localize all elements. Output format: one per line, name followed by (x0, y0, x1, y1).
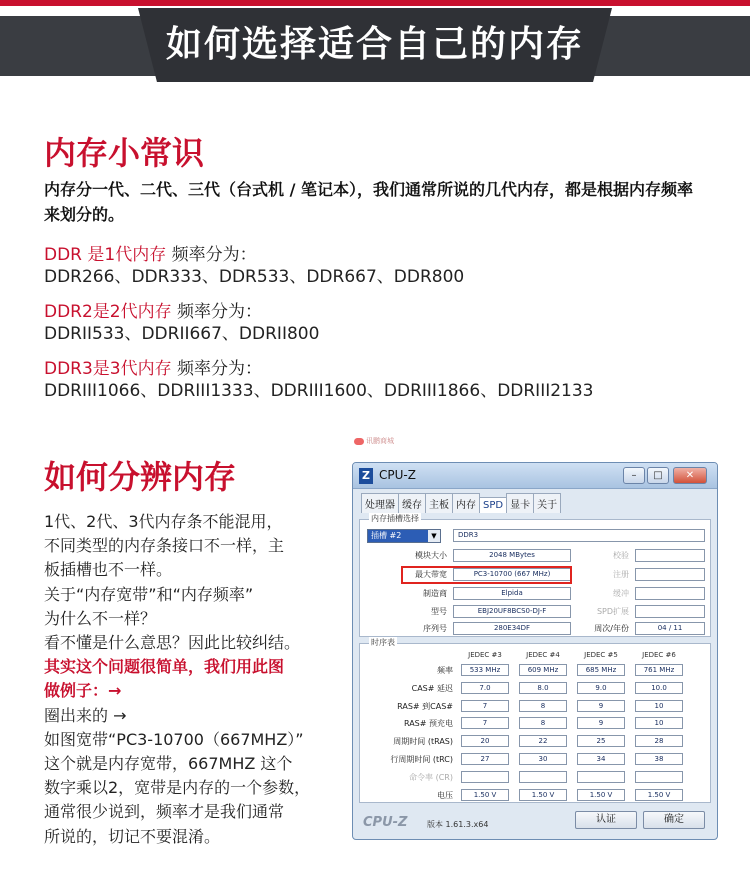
timing-cell: 1.50 V (519, 789, 567, 801)
chevron-down-icon: ▼ (428, 530, 440, 542)
timing-cell: 9.0 (577, 682, 625, 694)
generation-ddr3 (44, 358, 594, 402)
generation-frequencies: DDRII533、DDRII667、DDRII800 (44, 324, 320, 344)
tab-processor[interactable]: 处理器 (361, 493, 399, 513)
timing-cell: 10 (635, 700, 683, 712)
tab-graphics[interactable]: 显卡 (506, 493, 534, 513)
generation-name: DDR2是2代内存 (44, 302, 172, 322)
minimize-button[interactable]: – (623, 467, 645, 484)
bandwidth-highlight-box (401, 566, 572, 584)
timing-cell: 533 MHz (461, 664, 509, 676)
generation-suffix: 频率分为： (171, 359, 263, 379)
timing-row-label: 频率 (437, 666, 453, 675)
timing-cell: 1.50 V (635, 789, 683, 801)
highlight-line: 其实这个问题很简单，我们用此图 (44, 657, 285, 677)
value-part-number: EBJ20UF8BCS0-DJ-F (453, 605, 571, 618)
slot-group-label: 内存插槽选择 (371, 514, 419, 523)
timing-cell: 685 MHz (577, 664, 625, 676)
timing-cell: 8 (519, 717, 567, 729)
value-serial-number: 280E34DF (453, 622, 571, 635)
generation-ddr1 (44, 244, 464, 288)
timing-cell: 25 (577, 735, 625, 747)
page-title: 如何选择适合自己的内存 (165, 24, 584, 65)
label-serial-number: 序列号 (423, 624, 447, 633)
timing-row-label: 周期时间 (tRAS) (393, 737, 453, 746)
timing-col-header: JEDEC #4 (526, 651, 560, 659)
timing-row-label: 命令率 (CR) (409, 773, 453, 782)
highlight-line: 做例子：→ (44, 681, 122, 701)
cpuz-logo-icon: Z (359, 468, 373, 484)
generation-name: DDR 是1代内存 (44, 245, 167, 265)
label-part-number: 型号 (431, 607, 447, 616)
text-line: 不同类型的内存条接口不一样，主 (44, 536, 285, 556)
timing-cell (635, 771, 683, 783)
value-spd-ext (635, 605, 705, 618)
slot-select-value: 插槽 #2 (371, 531, 402, 540)
label-registered: 注册 (613, 570, 629, 579)
timing-cell: 7.0 (461, 682, 509, 694)
timing-cell: 7 (461, 700, 509, 712)
timing-cell: 9 (577, 717, 625, 729)
cpuz-tab-bar (361, 493, 560, 511)
timing-cell (577, 771, 625, 783)
cpuz-footer-brand: CPU-Z (363, 815, 408, 830)
value-buffered (635, 587, 705, 600)
text-line: 如图宽带“PC3-10700（667MHZ）” (44, 729, 304, 749)
value-max-bandwidth: PC3-10700 (667 MHz) (453, 568, 571, 581)
timing-cell: 1.50 V (461, 789, 509, 801)
timing-cell: 22 (519, 735, 567, 747)
text-line: 关于“内存宽带”和“内存频率” (44, 584, 254, 604)
timing-cell: 20 (461, 735, 509, 747)
timing-row-label: CAS# 延迟 (411, 684, 453, 693)
timing-row-label: RAS# 预充电 (403, 719, 453, 728)
section-heading-identify-memory: 如何分辨内存 (44, 458, 237, 496)
watermark (354, 436, 394, 446)
text-line: 1代、2代、3代内存条不能混用， (44, 512, 283, 531)
generation-suffix: 频率分为： (166, 245, 257, 265)
timing-col-header: JEDEC #3 (468, 651, 502, 659)
cpuz-window-title: CPU-Z (379, 468, 416, 482)
slot-select[interactable] (367, 529, 441, 543)
header-banner (0, 0, 750, 96)
timing-cell: 10 (635, 717, 683, 729)
tab-memory[interactable]: 内存 (452, 493, 480, 513)
label-spd-ext: SPD扩展 (596, 607, 629, 616)
text-line: 看不懂是什么意思？因此比较纠结。 (44, 633, 301, 653)
generation-name: DDR3是3代内存 (44, 359, 172, 379)
memory-type-field: DDR3 (453, 529, 705, 542)
label-max-bandwidth: 最大带宽 (415, 570, 447, 579)
timing-cell: 8.0 (519, 682, 567, 694)
timing-cell: 38 (635, 753, 683, 765)
timing-cell (519, 771, 567, 783)
timing-cell: 9 (577, 700, 625, 712)
value-module-size: 2048 MBytes (453, 549, 571, 562)
timing-cell: 10.0 (635, 682, 683, 694)
intro-paragraph: 内存分一代、二代、三代（台式机 / 笔记本），我们通常所说的几代内存，都是根据内存频率来划分的。 (44, 180, 693, 224)
tab-mainboard[interactable]: 主板 (425, 493, 453, 513)
timing-cell: 1.50 V (577, 789, 625, 801)
timing-cell: 28 (635, 735, 683, 747)
generation-frequencies: DDR266、DDR333、DDR533、DDR667、DDR800 (44, 267, 465, 287)
validate-button[interactable]: 认证 (575, 811, 637, 829)
cpuz-titlebar[interactable] (353, 463, 717, 489)
timing-row-label: RAS# 到CAS# (397, 702, 453, 711)
version-label: 版本 1.61.3.x64 (427, 820, 489, 829)
text-line: 圈出来的 → (44, 705, 127, 725)
value-manufacturer: Elpida (453, 587, 571, 600)
timing-cell: 761 MHz (635, 664, 683, 676)
timing-cell: 30 (519, 753, 567, 765)
timing-cell: 34 (577, 753, 625, 765)
generation-ddr2 (44, 301, 319, 345)
label-week-year: 周次/年份 (594, 624, 629, 633)
text-line: 数字乘以2，宽带是内存的一个参数， (44, 778, 311, 798)
timing-row-label: 行周期时间 (tRC) (390, 755, 453, 764)
explanation-text (44, 510, 364, 849)
text-line: 通常很少说到，频率才是我们通常 (44, 802, 285, 822)
generation-frequencies: DDRIII1066、DDRIII1333、DDRIII1600、DDRIII1866、DDRIII2133 (44, 381, 594, 401)
text-line: 这个就是内存宽带，667MHZ 这个 (44, 754, 293, 774)
ok-button[interactable]: 确定 (643, 811, 705, 829)
value-correction (635, 549, 705, 562)
timing-col-header: JEDEC #6 (642, 651, 676, 659)
watermark-text: 讯鹏商城 (366, 437, 394, 445)
text-line: 为什么不一样？ (44, 608, 157, 628)
timing-cell: 27 (461, 753, 509, 765)
tab-cache[interactable]: 缓存 (398, 493, 426, 513)
tab-about[interactable]: 关于 (533, 493, 561, 513)
label-correction: 校验 (613, 551, 629, 560)
text-line: 所说的，切记不要混淆。 (44, 826, 221, 846)
timing-cell: 7 (461, 717, 509, 729)
timing-col-header: JEDEC #5 (584, 651, 618, 659)
cpuz-window (352, 462, 718, 840)
text-line: 板插槽也不一样。 (44, 560, 173, 580)
timing-row-label: 电压 (437, 791, 453, 800)
maximize-button[interactable]: □ (647, 467, 669, 484)
timing-cell: 609 MHz (519, 664, 567, 676)
value-registered (635, 568, 705, 581)
timing-group-label: 时序表 (371, 638, 395, 647)
tab-spd[interactable]: SPD (479, 497, 507, 513)
timing-cell (461, 771, 509, 783)
banner-top-strip (0, 0, 750, 6)
label-buffered: 缓冲 (613, 589, 629, 598)
section-heading-memory-basics: 内存小常识 (44, 134, 205, 172)
label-manufacturer: 制造商 (423, 589, 447, 598)
timing-cell: 8 (519, 700, 567, 712)
generation-suffix: 频率分为： (171, 302, 263, 322)
close-button[interactable]: ✕ (673, 467, 707, 484)
value-week-year: 04 / 11 (635, 622, 705, 635)
label-module-size: 模块大小 (415, 551, 447, 560)
watermark-logo-icon (354, 438, 364, 445)
